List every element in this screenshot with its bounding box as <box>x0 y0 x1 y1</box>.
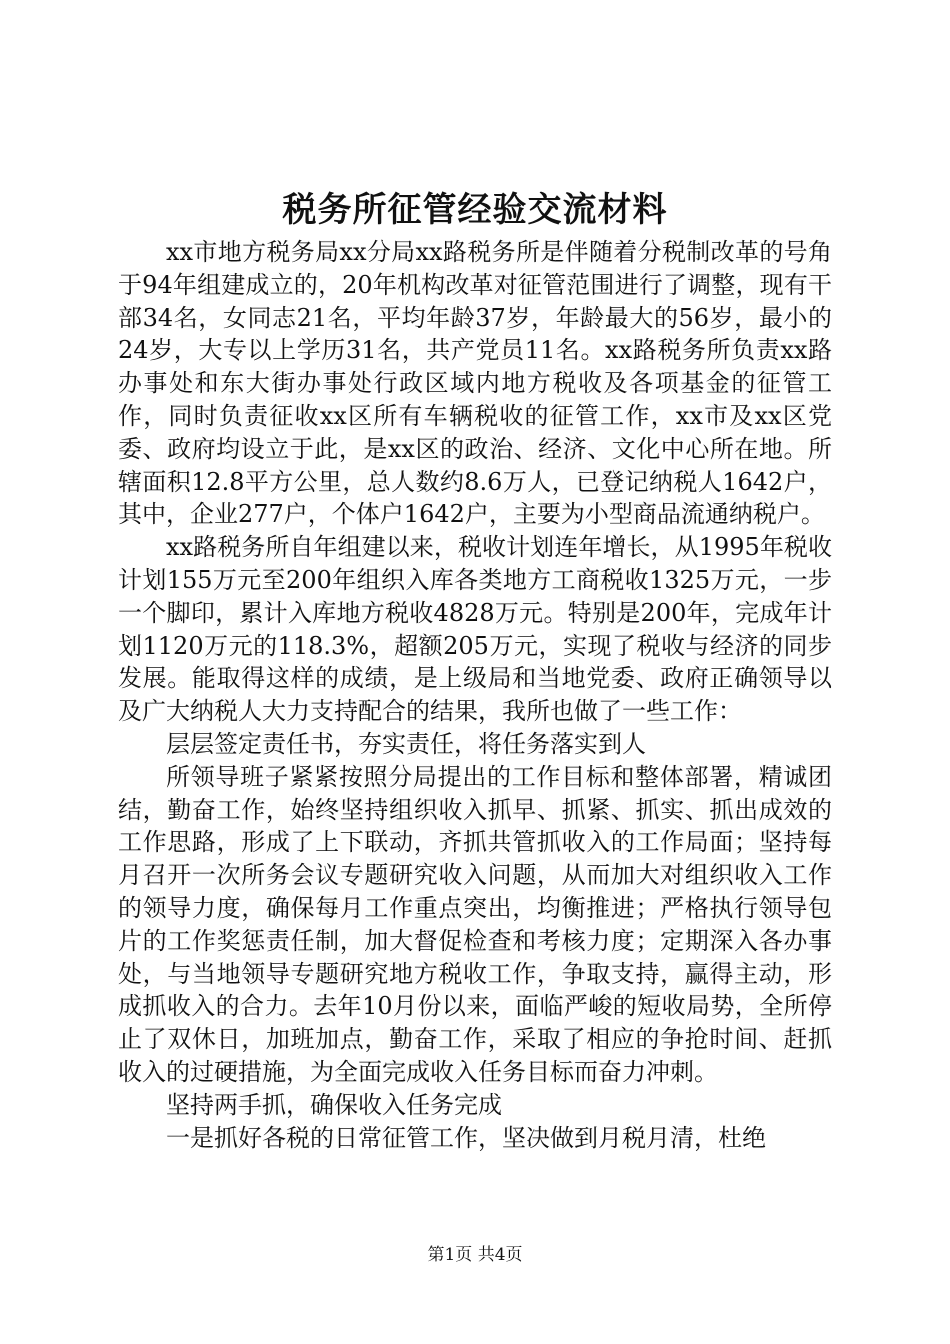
document-title: 税务所征管经验交流材料 <box>282 190 668 230</box>
section-heading-responsibility: 层层签定责任书，夯实责任，将任务落实到人 <box>166 729 646 758</box>
paragraph-achievements: xx路税务所自年组建以来，税收计划连年增长，从1995年税收计划155万元至200年组织入库各类地方工商税收1325万元，一步一个脚印，累计入库地方税收4828万元。特别是200年，完成年计划1120万元的118.3%，超额205万元，实现了税收与经济的同步发展。能取得这样的成绩，是上级局和当地党委、政府正确领导以及广大纳税人大力支持配合的结果，我所也做了一些工作： <box>118 533 832 726</box>
section-heading-two-hands: 坚持两手抓，确保收入任务完成 <box>166 1090 502 1119</box>
paragraph-daily-management: 一是抓好各税的日常征管工作，坚决做到月税月清，杜绝 <box>166 1123 766 1152</box>
page-number-footer: 第1页 共4页 <box>427 1245 523 1265</box>
document-body <box>118 236 832 1154</box>
paragraph-intro: xx市地方税务局xx分局xx路税务所是伴随着分税制改革的号角于94年组建成立的，20年机构改革对征管范围进行了调整，现有干部34名，女同志21名，平均年龄37岁，年龄最大的56岁，最小的24岁，大专以上学历31名，共产党员11名。xx路税务所负责xx路办事处和东大街办事处行政区域内地方税收及各项基金的征管工作，同时负责征收xx区所有车辆税收的征管工作，xx市及xx区党委、政府均设立于此，是xx区的政治、经济、文化中心所在地。所辖面积12.8平方公里，总人数约8.6万人，已登记纳税人1642户，其中，企业277户，个体户1642户，主要为小型商品流通纳税户。 <box>118 238 832 529</box>
paragraph-leadership: 所领导班子紧紧按照分局提出的工作目标和整体部署，精诚团结，勤奋工作，始终坚持组织收入抓早、抓紧、抓实、抓出成效的工作思路，形成了上下联动，齐抓共管抓收入的工作局面；坚持每月召开一次所务会议专题研究收入问题，从而加大对组织收入工作的领导力度，确保每月工作重点突出，均衡推进；严格执行领导包片的工作奖惩责任制，加大督促检查和考核力度；定期深入各办事处，与当地领导专题研究地方税收工作，争取支持，赢得主动，形成抓收入的合力。去年10月份以来，面临严峻的短收局势，全所停止了双休日，加班加点，勤奋工作，采取了相应的争抢时间、赶抓收入的过硬措施，为全面完成收入任务目标而奋力冲刺。 <box>118 762 832 1086</box>
